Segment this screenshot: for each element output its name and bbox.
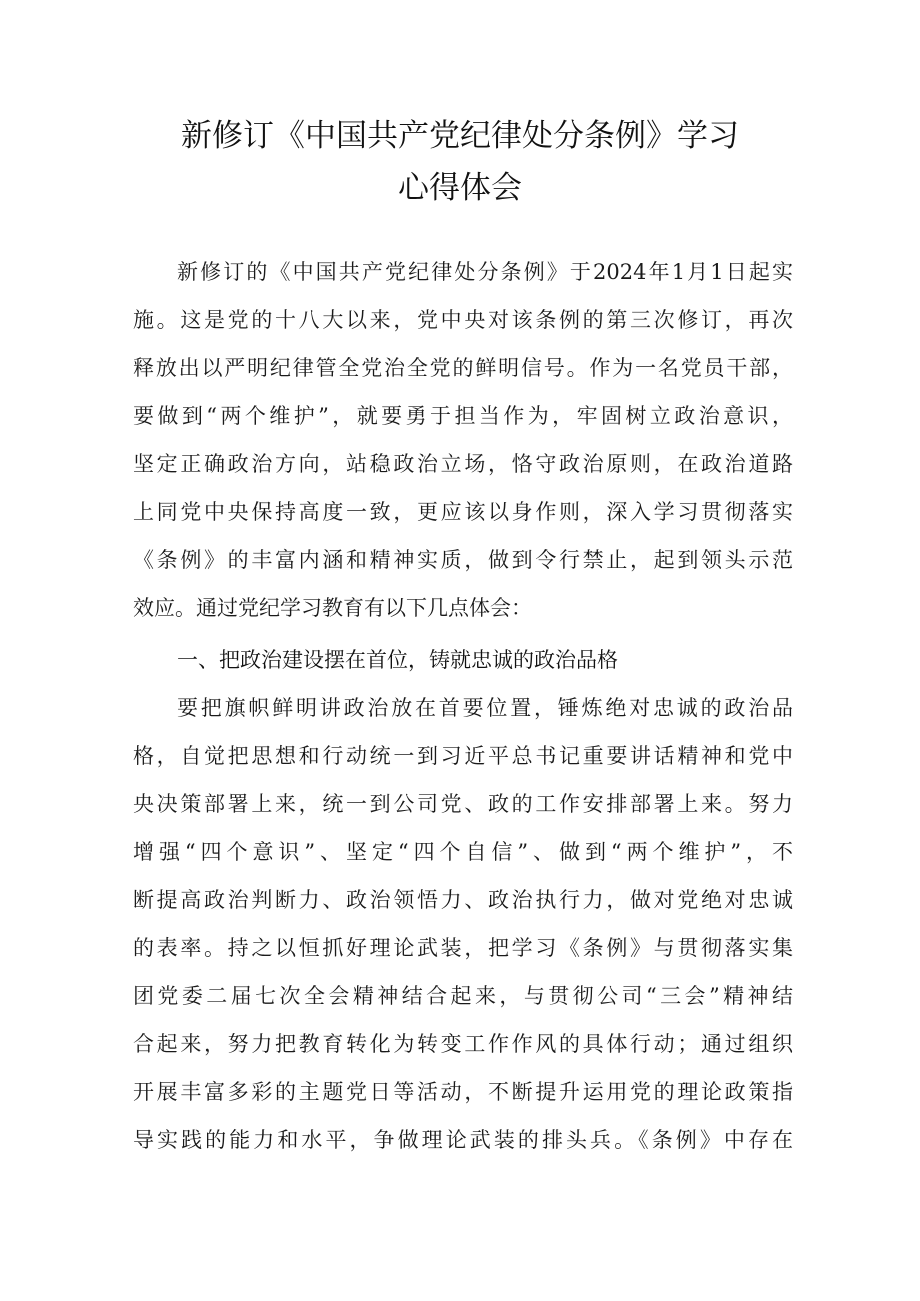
paragraph-2-line-10: 导实践的能力和水平，争做理论武装的排头兵。《条例》中存在 bbox=[133, 1128, 793, 1152]
paragraph-2-line-6: 的表率。持之以恒抓好理论武装，把学习《条例》与贯彻落实集 bbox=[133, 936, 793, 960]
paragraph-1-line-8: 效应。通过党纪学习教育有以下几点体会： bbox=[133, 596, 532, 620]
paragraph-2-line-7: 团党委二届七次全会精神结合起来，与贯彻公司“三会”精神结 bbox=[133, 984, 793, 1008]
document-title-line-1: 新修订《中国共产党纪律处分条例》学习 bbox=[181, 118, 739, 154]
paragraph-1-line-4: 要做到“两个维护”，就要勇于担当作为，牢固树立政治意识， bbox=[133, 404, 793, 428]
paragraph-1-line-7: 《条例》的丰富内涵和精神实质，做到令行禁止，起到领头示范 bbox=[133, 548, 793, 572]
paragraph-1-line-3: 释放出以严明纪律管全党治全党的鲜明信号。作为一名党员干部， bbox=[133, 356, 793, 380]
paragraph-2-line-4: 增强“四个意识”、坚定“四个自信”、做到“两个维护”，不 bbox=[133, 840, 793, 864]
paragraph-2-line-9: 开展丰富多彩的主题党日等活动，不断提升运用党的理论政策指 bbox=[133, 1080, 793, 1104]
paragraph-1-line-2: 施。这是党的十八大以来，党中央对该条例的第三次修订，再次 bbox=[133, 308, 793, 332]
paragraph-2-line-3: 央决策部署上来，统一到公司党、政的工作安排部署上来。努力 bbox=[133, 792, 793, 816]
paragraph-2-line-5: 断提高政治判断力、政治领悟力、政治执行力，做对党绝对忠诚 bbox=[133, 888, 793, 912]
paragraph-2-line-8: 合起来，努力把教育转化为转变工作作风的具体行动；通过组织 bbox=[133, 1032, 793, 1056]
paragraph-1-line-6: 上同党中央保持高度一致，更应该以身作则，深入学习贯彻落实 bbox=[133, 500, 793, 524]
section-heading-1: 一、把政治建设摆在首位，铸就忠诚的政治品格 bbox=[177, 648, 618, 672]
document-title-line-2: 心得体会 bbox=[398, 170, 522, 206]
paragraph-2-line-1: 要把旗帜鲜明讲政治放在首要位置，锤炼绝对忠诚的政治品 bbox=[177, 696, 793, 720]
paragraph-1-line-5: 坚定正确政治方向，站稳政治立场，恪守政治原则，在政治道路 bbox=[133, 452, 793, 476]
paragraph-2-line-2: 格，自觉把思想和行动统一到习近平总书记重要讲话精神和党中 bbox=[133, 744, 793, 768]
paragraph-1-line-1: 新修订的《中国共产党纪律处分条例》于2024年1月1日起实 bbox=[177, 260, 793, 284]
